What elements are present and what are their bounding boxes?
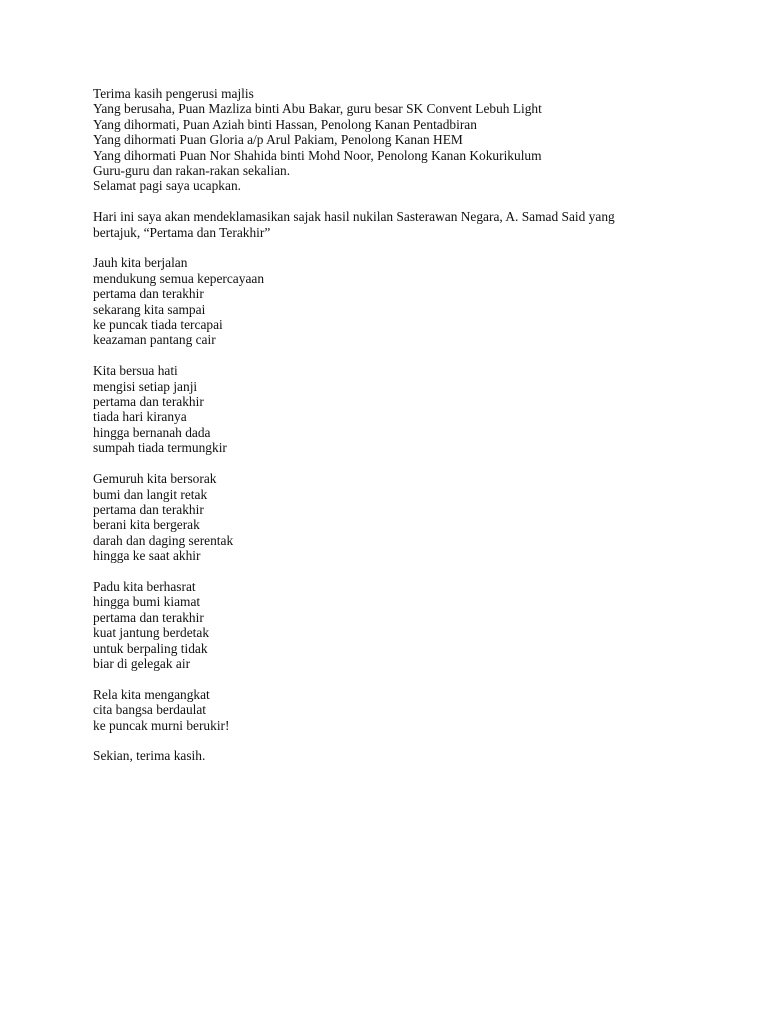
paragraph-gap bbox=[93, 456, 733, 471]
poem-line: hingga ke saat akhir bbox=[93, 548, 201, 564]
poem-line: keazaman pantang cair bbox=[93, 332, 216, 348]
poem-stanza-2 bbox=[93, 363, 733, 455]
poem-line: biar di gelegak air bbox=[93, 655, 191, 671]
poem-line: pertama dan terakhir bbox=[93, 394, 204, 410]
poem-line: Kita bersua hati bbox=[93, 363, 178, 379]
greeting-line: Guru-guru dan rakan-rakan sekalian. bbox=[93, 163, 291, 179]
poem-line: untuk berpaling tidak bbox=[93, 640, 208, 656]
paragraph-gap bbox=[93, 240, 733, 255]
greeting-line: Yang berusaha, Puan Mazliza binti Abu Bakar, guru besar SK Convent Lebuh Light bbox=[93, 101, 542, 117]
poem-line: mengisi setiap janji bbox=[93, 378, 198, 394]
poem-line: sekarang kita sampai bbox=[93, 301, 206, 317]
poem-stanza-5 bbox=[93, 687, 733, 733]
poem-stanza-4 bbox=[93, 579, 733, 671]
poem-line: pertama dan terakhir bbox=[93, 501, 204, 517]
paragraph-gap bbox=[93, 194, 733, 209]
poem-stanza-3 bbox=[93, 471, 733, 563]
poem-line: berani kita bergerak bbox=[93, 517, 200, 533]
intro-line: Hari ini saya akan mendeklamasikan sajak hasil nukilan Sasterawan Negara, A. Samad Said yang bbox=[93, 209, 615, 225]
greeting-line: Selamat pagi saya ucapkan. bbox=[93, 178, 241, 194]
closing-block bbox=[93, 748, 733, 763]
greeting-line: Yang dihormati, Puan Aziah binti Hassan, Penolong Kanan Pentadbiran bbox=[93, 116, 477, 132]
intro-line: bertajuk, “Pertama dan Terakhir” bbox=[93, 224, 271, 240]
poem-line: cita bangsa berdaulat bbox=[93, 702, 207, 718]
paragraph-gap bbox=[93, 733, 733, 748]
poem-line: pertama dan terakhir bbox=[93, 286, 204, 302]
greeting-line: Yang dihormati Puan Nor Shahida binti Mohd Noor, Penolong Kanan Kokurikulum bbox=[93, 147, 542, 163]
poem-line: Padu kita berhasrat bbox=[93, 578, 196, 594]
greeting-line: Terima kasih pengerusi majlis bbox=[93, 86, 254, 101]
poem-line: tiada hari kiranya bbox=[93, 409, 187, 425]
poem-line: ke puncak murni berukir! bbox=[93, 717, 230, 733]
paragraph-gap bbox=[93, 348, 733, 363]
poem-line: hingga bumi kiamat bbox=[93, 594, 201, 610]
poem-line: Jauh kita berjalan bbox=[93, 255, 188, 271]
poem-line: ke puncak tiada tercapai bbox=[93, 317, 223, 333]
poem-stanza-1 bbox=[93, 255, 733, 347]
greeting-block bbox=[93, 86, 733, 194]
intro-block bbox=[93, 209, 733, 240]
poem-line: bumi dan langit retak bbox=[93, 486, 208, 502]
poem-line: hingga bernanah dada bbox=[93, 424, 211, 440]
poem-line: pertama dan terakhir bbox=[93, 609, 204, 625]
paragraph-gap bbox=[93, 564, 733, 579]
poem-line: Rela kita mengangkat bbox=[93, 686, 210, 702]
poem-line: mendukung semua kepercayaan bbox=[93, 270, 265, 286]
poem-line: Gemuruh kita bersorak bbox=[93, 471, 217, 487]
speech-text bbox=[93, 86, 733, 764]
poem-line: darah dan daging serentak bbox=[93, 532, 234, 548]
closing-line: Sekian, terima kasih. bbox=[93, 748, 206, 764]
paragraph-gap bbox=[93, 671, 733, 686]
poem-line: sumpah tiada termungkir bbox=[93, 440, 227, 456]
greeting-line: Yang dihormati Puan Gloria a/p Arul Pakiam, Penolong Kanan HEM bbox=[93, 132, 463, 148]
poem-line: kuat jantung berdetak bbox=[93, 625, 210, 641]
